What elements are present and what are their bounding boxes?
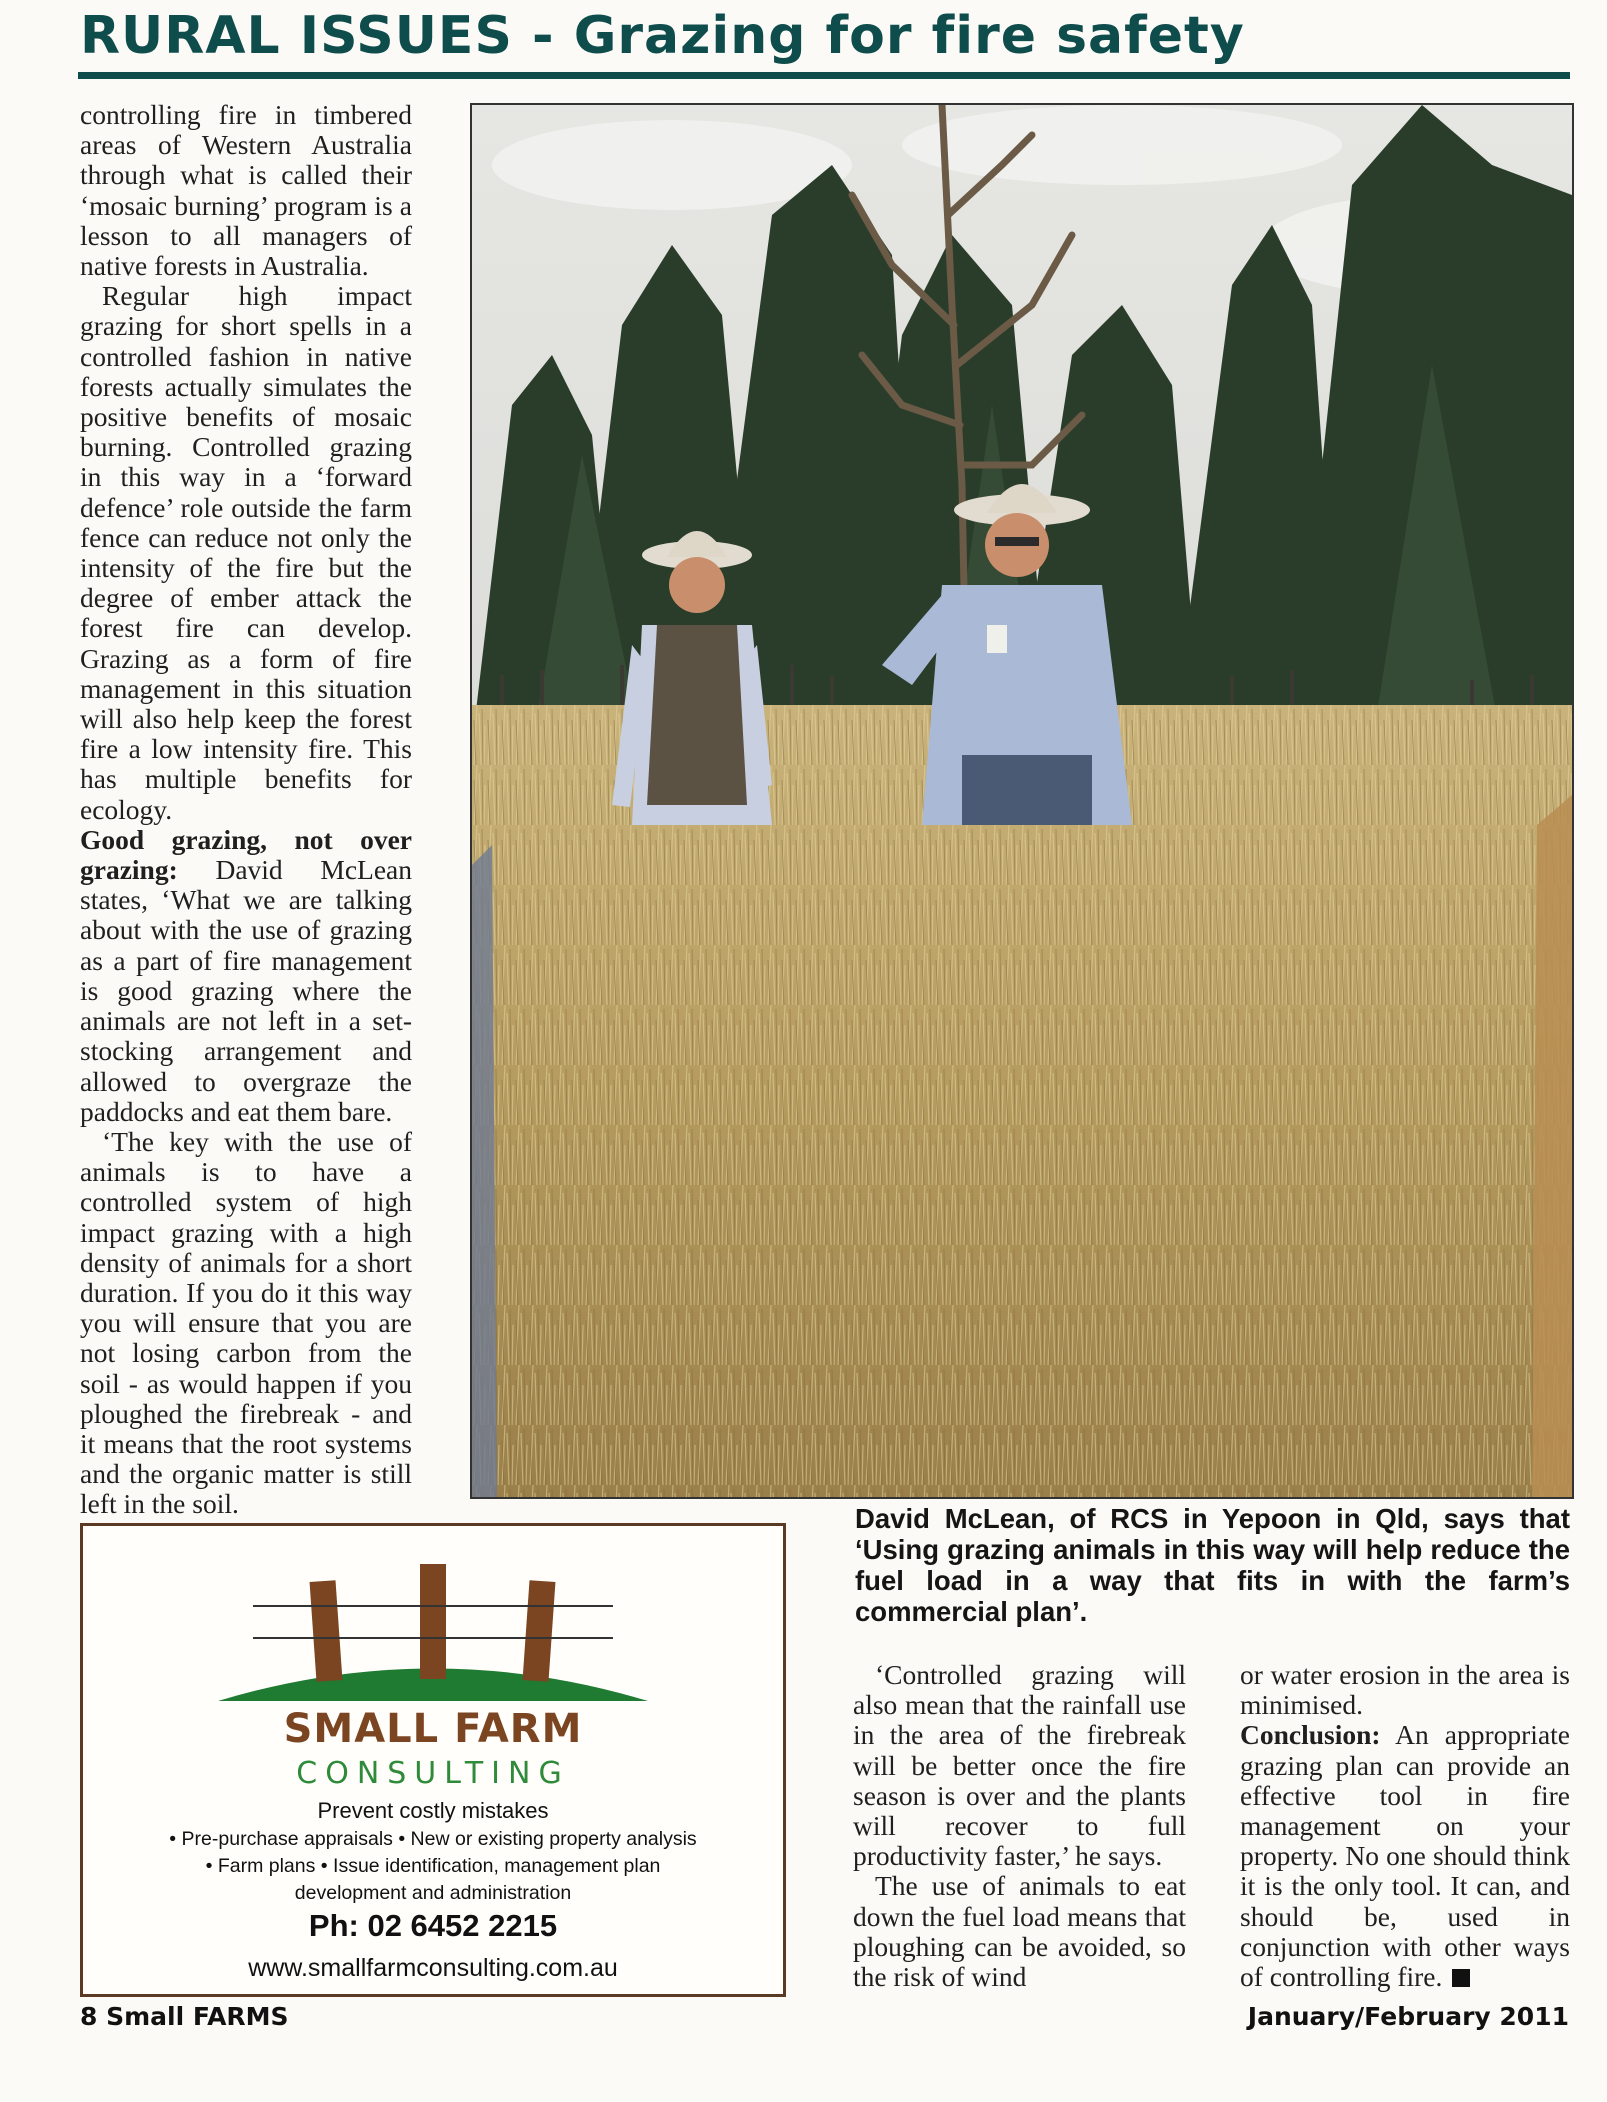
subhead-conclusion: Conclusion: — [1240, 1719, 1381, 1751]
footer-issue-date: January/February 2011 — [1247, 2002, 1569, 2031]
left-text-column — [80, 100, 412, 1520]
fence-logo-icon — [213, 1546, 653, 1706]
left-paragraph-3-text: David McLean states, ‘What we are talking about with the use of grazing as a part of fire management is good grazing where the animals are not left in a set-stocking arrangement and allowed to overgraze the paddocks and eat them bare. — [80, 854, 412, 1127]
article-photo — [470, 103, 1574, 1499]
advert-services — [103, 1826, 763, 1907]
advert-company-name: SMALL FARM — [283, 1706, 583, 1752]
photo-caption: David McLean, of RCS in Yepoon in Qld, says that ‘Using grazing animals in this way will help reduce the fuel load in a way that fits in with the farm’s commercial plan’. — [855, 1503, 1570, 1627]
right-text-column — [1240, 1660, 1570, 1992]
left-paragraph-4: ‘The key with the use of animals is to have a controlled system of high impact grazing with a high density of animals for a short duration. If you do it this way you will ensure that you are not losing carbon from the soil - as would happen if you ploughed the firebreak - and it means that the root systems and the organic matter is still left in the soil. — [80, 1125, 412, 1520]
advert-company-subtitle: CONSULTING — [296, 1756, 570, 1791]
middle-paragraph-2: The use of animals to eat down the fuel load means that ploughing can be avoided, so the risk of wind — [853, 1870, 1186, 1993]
left-paragraph-3 — [80, 825, 412, 1127]
advert-services-line-3: development and administration — [294, 1882, 572, 1904]
advert-small-farm-consulting — [80, 1523, 786, 1997]
footer-page-number: 8 Small FARMS — [80, 2002, 289, 2031]
photo-illustration — [472, 105, 1572, 1497]
advert-phone: Ph: 02 6452 2215 — [308, 1908, 558, 1943]
advert-url: www.smallfarmconsulting.com.au — [248, 1954, 618, 1982]
header-rule — [78, 72, 1570, 79]
end-of-article-mark — [1452, 1969, 1470, 1987]
left-paragraph-1: controlling fire in timbered areas of Western Australia through what is called their ‘mosaic burning’ program is a lesson to all managers of native forests in Australia. — [80, 99, 412, 282]
page-section-title: RURAL ISSUES - Grazing for fire safety — [80, 6, 1245, 66]
advert-services-line-1: • Pre-purchase appraisals • New or existing property analysis — [169, 1828, 697, 1850]
right-paragraph-1: or water erosion in the area is minimised. — [1240, 1659, 1570, 1721]
advert-services-line-2: • Farm plans • Issue identification, management plan — [205, 1855, 661, 1877]
left-paragraph-2: Regular high impact grazing for short spells in a controlled fashion in native forests actually simulates the positive benefits of mosaic burning. Controlled grazing in this way in a ‘forward defence’ role outside the farm fence can reduce not only the intensity of the fire but the degree of ember attack the forest fire can develop. Grazing as a form of fire management in this situation will also help keep the forest fire a low intensity fire. This has multiple benefits for ecology. — [80, 280, 412, 825]
middle-text-column — [853, 1660, 1186, 1992]
right-paragraph-2 — [1240, 1720, 1570, 1992]
subhead-good-grazing: Good grazing, not over grazing: — [80, 823, 412, 886]
advert-tagline: Prevent costly mistakes — [317, 1798, 549, 1823]
middle-paragraph-1: ‘Controlled grazing will also mean that the rainfall use in the area of the firebreak will be better once the fire season is over and the plants will recover to full productivity faster,’ he says. — [853, 1659, 1186, 1872]
right-paragraph-2-text: An appropriate grazing plan can provide an effective tool in fire management on your property. No one should think it is the only tool. It can, and should be, used in conjunction with other ways of controlling fire. — [1240, 1719, 1570, 1993]
